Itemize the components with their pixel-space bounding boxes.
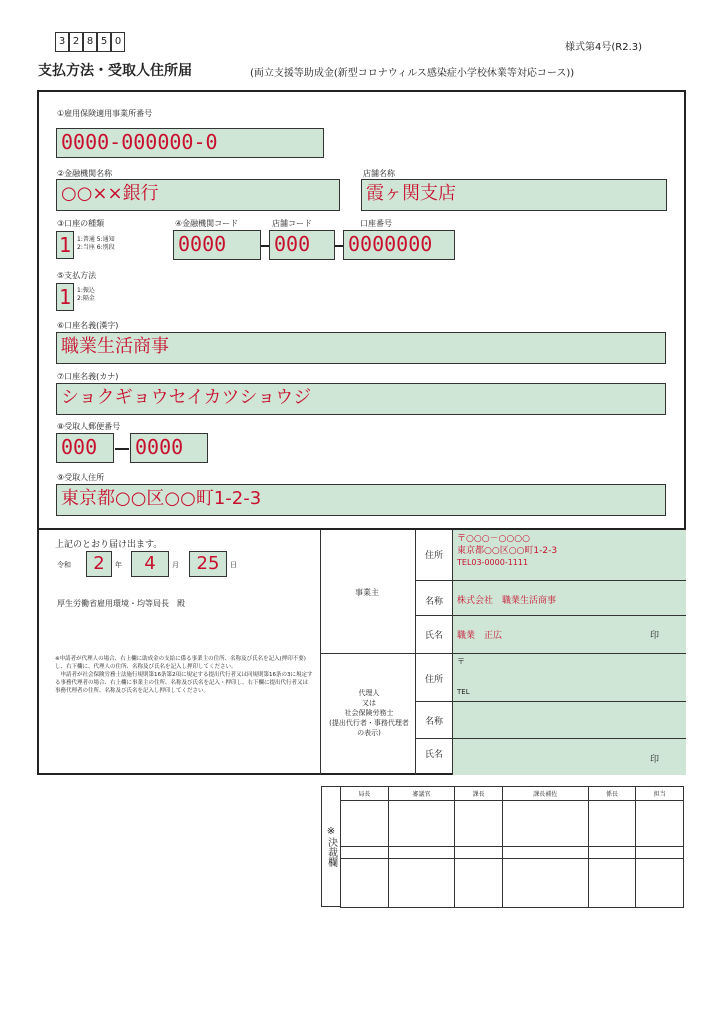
decision-cell[interactable]: [341, 859, 389, 908]
agent-postal-field[interactable]: 〒: [457, 657, 465, 666]
employer-name-label: 名称: [425, 597, 444, 607]
declaration-text: 上記のとおり届け出ます。: [55, 540, 163, 550]
decision-cell[interactable]: [502, 859, 588, 908]
decision-cell[interactable]: [455, 859, 503, 908]
decision-cell[interactable]: [636, 859, 684, 908]
holder-kanji-label: ⑥口座名義(漢字): [57, 321, 119, 330]
month-unit: 月: [172, 561, 179, 569]
decision-col-header: 担当: [636, 787, 684, 801]
day-unit: 日: [230, 561, 237, 569]
form-title: 支払方法・受取人住所届: [38, 63, 192, 79]
decision-col-header: 局長: [341, 787, 389, 801]
office-no-label: ①雇用保険適用事業所番号: [57, 109, 153, 118]
office-no-field[interactable]: 0000-000000-0: [56, 128, 324, 158]
decision-cell[interactable]: [455, 847, 503, 859]
postal-field-2[interactable]: 0000: [130, 433, 208, 463]
decision-cell[interactable]: [341, 801, 389, 847]
decision-cell[interactable]: [636, 801, 684, 847]
branch-name-label: 店舗名称: [363, 169, 395, 178]
holder-kana-label: ⑦口座名義(カナ): [57, 372, 119, 381]
year-unit: 年: [115, 561, 122, 569]
payment-method-field[interactable]: 1: [56, 283, 74, 311]
form-code-digit: 8: [83, 32, 97, 52]
form-code-digit: 3: [55, 32, 69, 52]
agent-name-label: 名称: [425, 717, 444, 727]
form-code-digit: 2: [69, 32, 83, 52]
payment-method-options: 1:振込 2:隔金: [77, 287, 95, 302]
branch-code-label: 店舗コード: [272, 219, 312, 228]
account-type-label: ③口座の種類: [57, 219, 105, 228]
employer-name-field[interactable]: 株式会社 職業生活商事: [457, 596, 557, 606]
holder-kana-field[interactable]: ショクギョウセイカツショウジ: [56, 383, 666, 415]
account-no-field[interactable]: 0000000: [343, 230, 455, 260]
decision-side-label: ※決裁欄: [321, 786, 341, 907]
employer-tel: TEL03-0000-1111: [457, 558, 529, 567]
employer-postal: 〒○○○－○○○○: [457, 534, 530, 544]
employer-address-label: 住所: [425, 551, 444, 561]
decision-cell[interactable]: [341, 847, 389, 859]
separator-dash: [335, 245, 343, 247]
holder-kanji-field[interactable]: 職業生活商事: [56, 332, 666, 364]
decision-col-header: 係長: [588, 787, 636, 801]
decision-cell[interactable]: [455, 801, 503, 847]
form-number: 様式第4号(R2.3): [565, 42, 643, 53]
postal-field-1[interactable]: 000: [56, 433, 114, 463]
decision-col-header: 課長補佐: [502, 787, 588, 801]
branch-code-field[interactable]: 000: [269, 230, 335, 260]
form-code-digit: 5: [97, 32, 111, 52]
decision-cell[interactable]: [502, 847, 588, 859]
employer-address-field[interactable]: [457, 533, 557, 569]
address-label: ⑨受取人住所: [57, 473, 105, 482]
form-subtitle: (両立支援等助成金(新型コロナウィルス感染症小学校休業等対応コース)): [250, 68, 575, 79]
decision-cell[interactable]: [588, 801, 636, 847]
bank-code-label: ④金融機関コード: [175, 219, 239, 228]
agent-label: 代理人 又は 社会保険労務士 (提出代行者・事務代理者の表示): [329, 689, 409, 737]
employer-seal-mark: 印: [650, 631, 660, 641]
bank-name-field[interactable]: ○○××銀行: [56, 179, 340, 211]
form-code-boxes: [55, 32, 125, 52]
day-field[interactable]: 25: [189, 551, 227, 577]
payment-method-label: ⑤支払方法: [57, 271, 97, 280]
account-type-field[interactable]: 1: [56, 231, 74, 259]
month-field[interactable]: 4: [131, 551, 169, 577]
bank-code-field[interactable]: 0000: [173, 230, 261, 260]
account-type-options: 1:普通 5:通知 2:当座 6:別段: [77, 236, 115, 251]
agent-address-label: 住所: [425, 675, 444, 685]
separator-dash: [115, 448, 129, 450]
employer-person-field[interactable]: 職業 正広: [457, 631, 503, 641]
agent-tel-field[interactable]: TEL: [457, 688, 470, 696]
employer-person-label: 氏名: [425, 631, 444, 641]
decision-col-header: 審議官: [388, 787, 455, 801]
account-no-label: 口座番号: [360, 219, 392, 228]
decision-cell[interactable]: [588, 847, 636, 859]
recipient-text: 厚生労働省雇用環境・均等局長 殿: [57, 599, 185, 608]
year-field[interactable]: 2: [86, 551, 112, 577]
agent-seal-mark: 印: [650, 755, 660, 765]
decision-cell[interactable]: [388, 801, 455, 847]
decision-table: [340, 786, 684, 908]
bank-name-label: ②金融機関名称: [57, 169, 113, 178]
agent-person-label: 氏名: [425, 750, 444, 760]
decision-cell[interactable]: [388, 859, 455, 908]
form-code-digit: 0: [111, 32, 125, 52]
employer-address-line: 東京都○○区○○町1-2-3: [457, 546, 558, 556]
decision-cell[interactable]: [636, 847, 684, 859]
decision-col-header: 課長: [455, 787, 503, 801]
declaration-note: ※申請者が代理人の場合、右上欄に助成金の支給に係る事業主の住所、名称及び氏名を記入(押印不要)し、右下欄に、代理人の住所、名称及び氏名を記入し押印してください。 申請者が社会保険労務士法施行規則第16条第2項に規定する提出代行者又は同規則第16条の3に規定する事務代理者の場合、右上欄に事業主の住所、名称及び氏名を記入・押印し、右下欄に提出代行者又は事務代理者の住所、名称及び氏名を記入し押印してください。: [55, 656, 313, 694]
era-label: 令和: [57, 561, 71, 569]
separator-dash: [261, 245, 269, 247]
branch-name-field[interactable]: 霞ヶ関支店: [361, 179, 667, 211]
address-field[interactable]: 東京都○○区○○町1-2-3: [56, 484, 666, 516]
employer-label: 事業主: [355, 588, 379, 597]
decision-cell[interactable]: [588, 859, 636, 908]
postal-label: ⑧受取人郵便番号: [57, 422, 121, 431]
decision-cell[interactable]: [388, 847, 455, 859]
decision-cell[interactable]: [502, 801, 588, 847]
